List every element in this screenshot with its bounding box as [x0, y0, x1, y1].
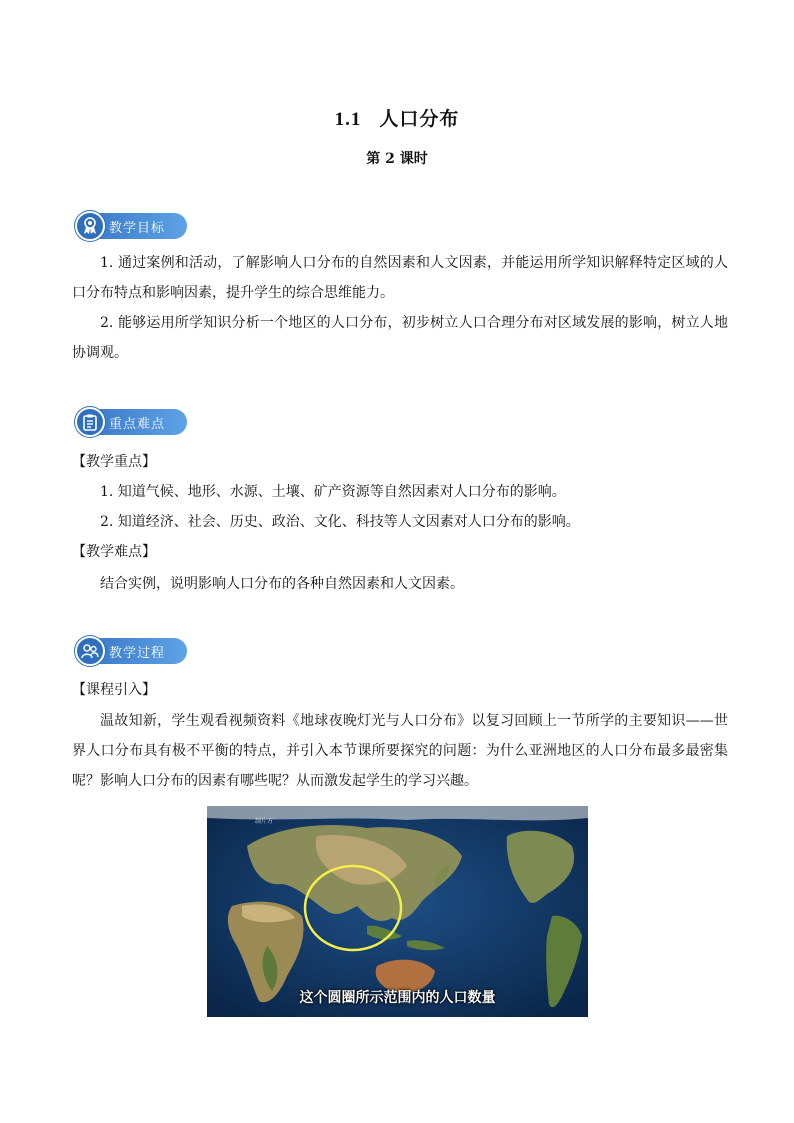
clipboard-icon — [75, 407, 105, 437]
video-watermark: 制片方 — [255, 818, 274, 825]
page-title — [0, 104, 794, 131]
world-map-image — [207, 806, 588, 1017]
focus-heading: 【教学重点】 — [72, 454, 156, 470]
process-badge-label: 教学过程 — [109, 646, 166, 661]
objectives-badge-label: 教学目标 — [109, 221, 166, 236]
key-points-badge-label: 重点难点 — [109, 417, 166, 432]
objectives-badge — [75, 211, 187, 241]
intro-heading: 【课程引入】 — [72, 682, 156, 698]
difficulty-item-1: 结合实例，说明影响人口分布的各种自然因素和人文因素。 — [100, 576, 464, 592]
focus-item-1: 1. 知道气候、地形、水源、土壤、矿产资源等自然因素对人口分布的影响。 — [100, 484, 566, 500]
objective-item-1: 1. 通过案例和活动，了解影响人口分布的自然因素和人文因素，并能运用所学知识解释特定区域的人口分布特点和影响因素，提升学生的综合思维能力。 — [72, 255, 728, 301]
people-icon — [75, 636, 105, 666]
title-text: 人口分布 — [379, 108, 460, 130]
key-points-badge — [75, 407, 187, 437]
intro-paragraph: 温故知新，学生观看视频资料《地球夜晚灯光与人口分布》以复习回顾上一节所学的主要知识——世界人口分布具有极不平衡的特点，并引入本节课所要探究的问题：为什么亚洲地区的人口分布最多最密集呢？影响人口分布的因素有哪些呢？从而激发起学生的学习兴趣。 — [72, 713, 728, 789]
video-caption: 这个圆圈所示范围内的人口数量 — [299, 990, 496, 1006]
page-subtitle: 第 2 课时 — [366, 151, 428, 167]
process-badge — [75, 636, 187, 666]
objective-item-2: 2. 能够运用所学知识分析一个地区的人口分布，初步树立人口合理分布对区域发展的影响，树立人地协调观。 — [72, 315, 728, 361]
difficulty-heading: 【教学难点】 — [72, 544, 156, 560]
award-icon — [75, 211, 105, 241]
section-number: 1.1 — [334, 109, 362, 130]
focus-item-2: 2. 知道经济、社会、历史、政治、文化、科技等人文因素对人口分布的影响。 — [100, 514, 580, 530]
